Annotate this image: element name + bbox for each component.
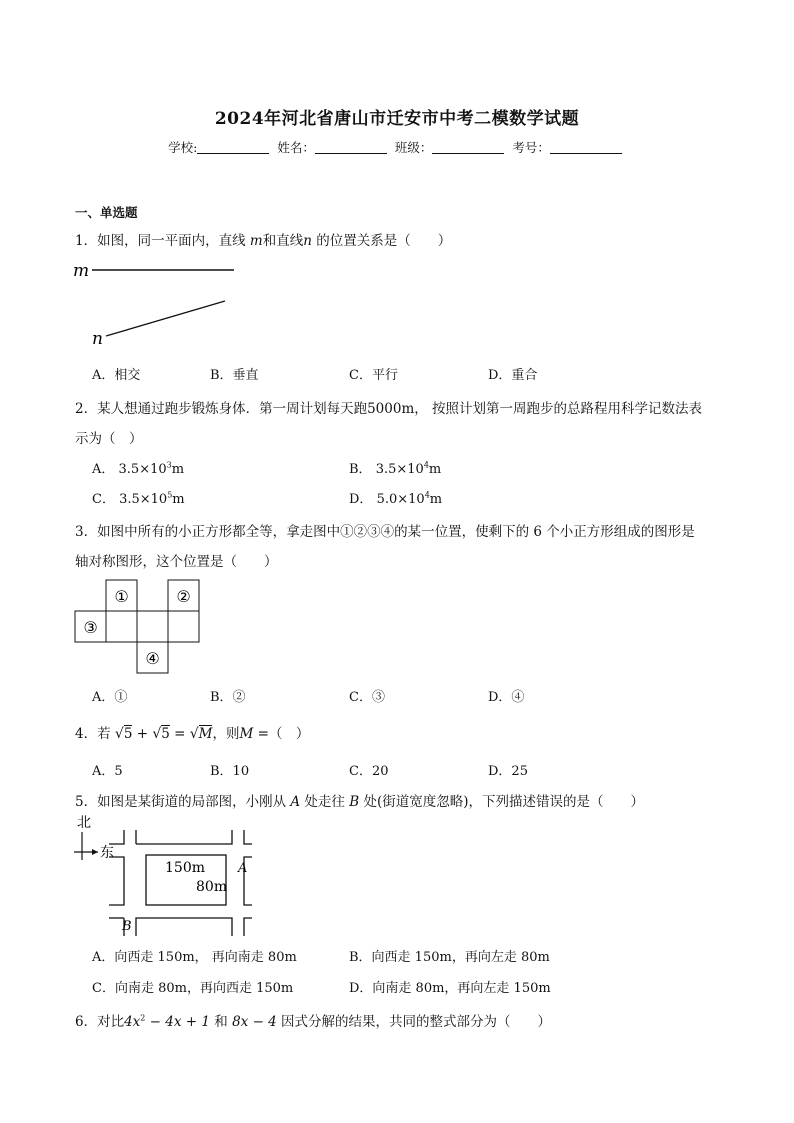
- q1-option-b[interactable]: B．垂直: [210, 368, 259, 383]
- q4-option-d[interactable]: D．25: [488, 764, 528, 779]
- q3-option-d[interactable]: D．④: [488, 690, 525, 705]
- page-title: 2024年河北省唐山市迁安市中考二模数学试题: [214, 109, 580, 129]
- east-arrow-icon: [92, 849, 98, 855]
- question-5-street-map: [72, 812, 257, 940]
- class-label: 班级：: [394, 140, 433, 155]
- street-bottom: [136, 918, 232, 936]
- q1-option-a[interactable]: A．相交: [92, 368, 141, 383]
- grid-square-middle-c: [168, 611, 199, 642]
- line-n: [106, 301, 225, 336]
- street-top-inner: [136, 830, 232, 844]
- q1-option-c[interactable]: C．平行: [349, 368, 398, 383]
- q4-option-a[interactable]: A．5: [92, 764, 123, 779]
- q4-option-c[interactable]: C．20: [349, 764, 389, 779]
- question-2-stem-line1: 2．某人想通过跑步锻炼身体．第一周计划每天跑5000m， 按照计划第一周跑步的总路程用科学记数法表: [75, 401, 703, 417]
- street-left: [109, 857, 124, 905]
- q3-option-b[interactable]: B．②: [210, 690, 246, 705]
- street-corner-tl-outer: [109, 830, 124, 844]
- question-1-figure: [70, 258, 240, 348]
- question-1-stem: 1．如图，同一平面内，直线 m和直线n 的位置关系是（ ）: [75, 233, 452, 249]
- name-label: 姓名：: [277, 140, 315, 155]
- question-4-stem: 4．若 √5 + √5 = √M，则M =（ ）: [75, 726, 310, 742]
- point-b-label: B: [122, 919, 132, 934]
- cell-label-4: ④: [145, 649, 160, 668]
- question-3-stem-line1: 3．如图中所有的小正方形都全等，拿走图中①②③④的某一位置，使剩下的 6 个小正方形组成的图形是: [75, 524, 695, 540]
- name-blank: [315, 141, 387, 154]
- block-width-label: 150m: [165, 860, 205, 876]
- q1-option-d[interactable]: D．重合: [488, 368, 538, 383]
- grid-square-middle-b: [137, 611, 168, 642]
- exam-number-blank: [550, 141, 622, 154]
- street-corner-tr-outer: [244, 830, 252, 844]
- question-3-square-grid: [74, 579, 204, 675]
- block-height-label: 80m: [196, 879, 228, 895]
- q4-option-b[interactable]: B．10: [210, 764, 250, 779]
- q3-option-a[interactable]: A．①: [92, 690, 128, 705]
- q5-option-b[interactable]: B．向西走 150m，再向左走 80m: [349, 950, 550, 965]
- question-6-stem: 6．对比$4x^2 - 4x + 1$ 和 8x − 4 因式分解的结果，共同的整式部分为（ ）: [75, 1013, 552, 1030]
- q2-option-c[interactable]: C． $3.5\times 10^5m$: [92, 490, 185, 507]
- line-m-label: m: [73, 261, 90, 281]
- class-blank: [432, 141, 504, 154]
- cell-label-3: ③: [83, 618, 98, 637]
- question-5-stem: 5．如图是某街道的局部图，小刚从 A 处走往 B 处(街道宽度忽略)，下列描述错误的是（ ）: [75, 794, 644, 810]
- point-a-label: A: [238, 861, 248, 876]
- q2-option-d[interactable]: D． $5.0\times 10^4m$: [349, 490, 443, 507]
- school-label: 学校:: [168, 140, 198, 155]
- q2-option-a[interactable]: A． $3.5\times 10^3m$: [92, 460, 185, 477]
- line-n-label: n: [92, 329, 103, 349]
- grid-square-middle-a: [106, 611, 137, 642]
- student-info-line: [0, 138, 794, 156]
- q5-option-d[interactable]: D．向南走 80m，再向左走 150m: [349, 981, 551, 996]
- q5-option-a[interactable]: A．向西走 150m， 再向南走 80m: [92, 950, 297, 965]
- q2-option-b[interactable]: B． $3.5\times 10^4m$: [349, 460, 442, 477]
- north-label: 北: [77, 815, 91, 831]
- q3-option-c[interactable]: C．③: [349, 690, 385, 705]
- exam-number-label: 考号：: [512, 140, 550, 155]
- cell-label-1: ①: [114, 587, 129, 606]
- question-3-stem-line2: 轴对称图形，这个位置是（ ）: [75, 554, 278, 570]
- east-label: 东: [100, 845, 114, 861]
- street-br: [244, 918, 252, 936]
- cell-label-2: ②: [176, 587, 191, 606]
- question-2-stem-line2: 示为（ ）: [75, 431, 143, 447]
- section-heading: 一、单选题: [75, 205, 138, 220]
- q5-option-c[interactable]: C．向南走 80m，再向西走 150m: [92, 981, 294, 996]
- school-blank: [197, 141, 269, 154]
